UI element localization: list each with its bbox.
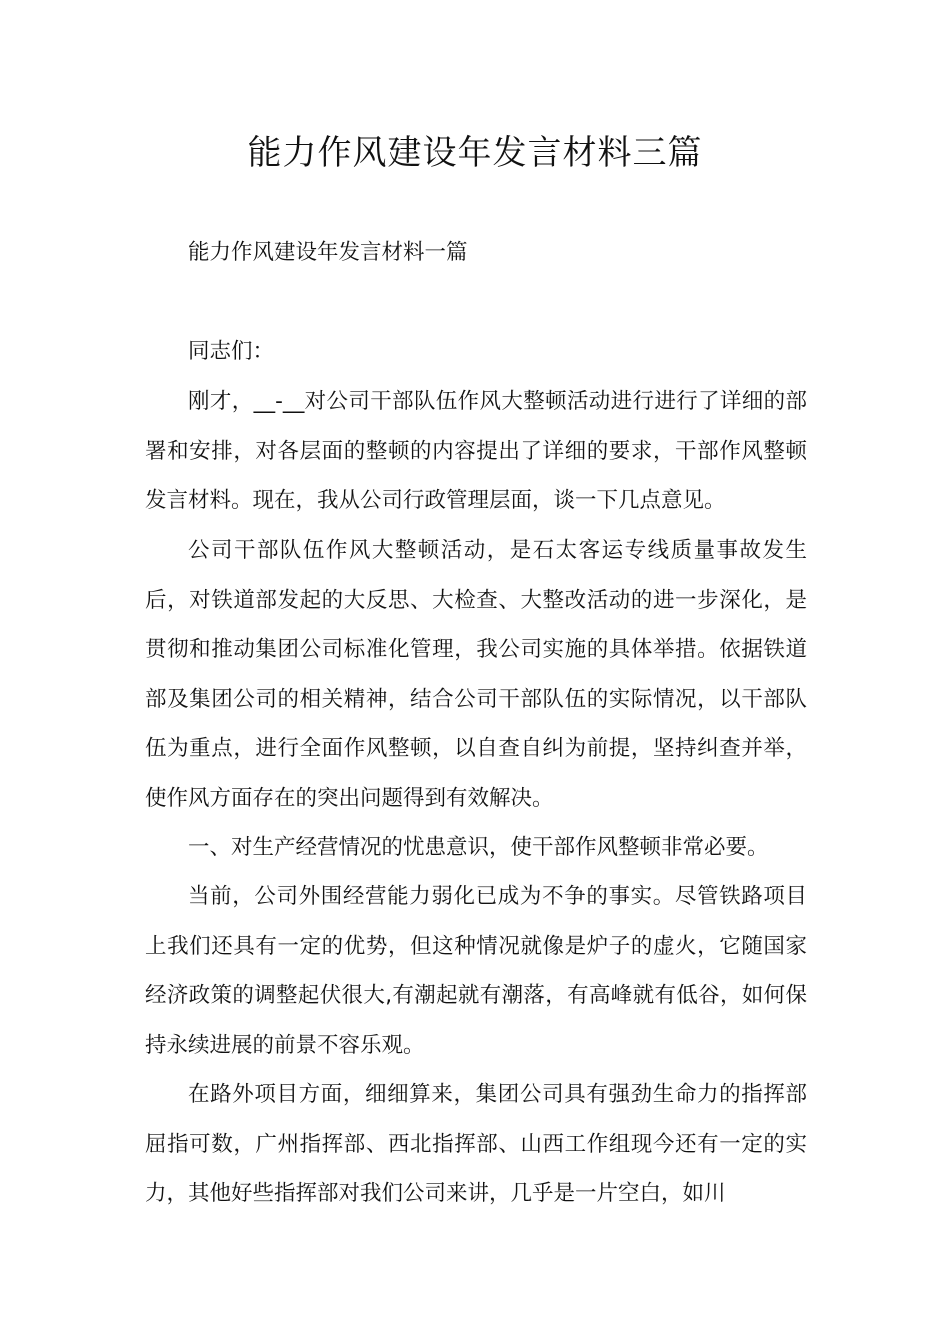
paragraph-4: 在路外项目方面，细细算来，集团公司具有强劲生命力的指挥部屈指可数，广州指挥部、西北指挥部、山西工作组现今还有一定的实力，其他好些指挥部对我们公司来讲，几乎是一片空白，如川 [145,1082,807,1207]
section-subtitle: 能力作风建设年发言材料一篇 [188,240,468,265]
paragraph-1: 刚才，__-__对公司干部队伍作风大整顿活动进行进行了详细的部署和安排，对各层面的整顿的内容提出了详细的要求，干部作风整顿发言材料。现在，我从公司行政管理层面，谈一下几点意见。 [145,389,807,514]
paragraph-2: 公司干部队伍作风大整顿活动，是石太客运专线质量事故发生后，对铁道部发起的大反思、大检查、大整改活动的进一步深化，是贯彻和推动集团公司标准化管理，我公司实施的具体举措。依据铁道部及集团公司的相关精神，结合公司干部队伍的实际情况，以干部队伍为重点，进行全面作风整顿，以自查自纠为前提，坚持纠查并举，使作风方面存在的突出问题得到有效解决。 [145,538,807,811]
paragraph-3: 当前，公司外围经营能力弱化已成为不争的事实。尽管铁路项目上我们还具有一定的优势，但这种情况就像是炉子的虚火，它随国家经济政策的调整起伏很大,有潮起就有潮落，有高峰就有低谷，如何保持永续进展的前景不容乐观。 [145,884,807,1058]
greeting: 同志们： [188,339,275,364]
section-heading-1: 一、对生产经营情况的忧患意识，使干部作风整顿非常必要。 [188,835,769,860]
document-title: 能力作风建设年发言材料三篇 [247,133,703,173]
